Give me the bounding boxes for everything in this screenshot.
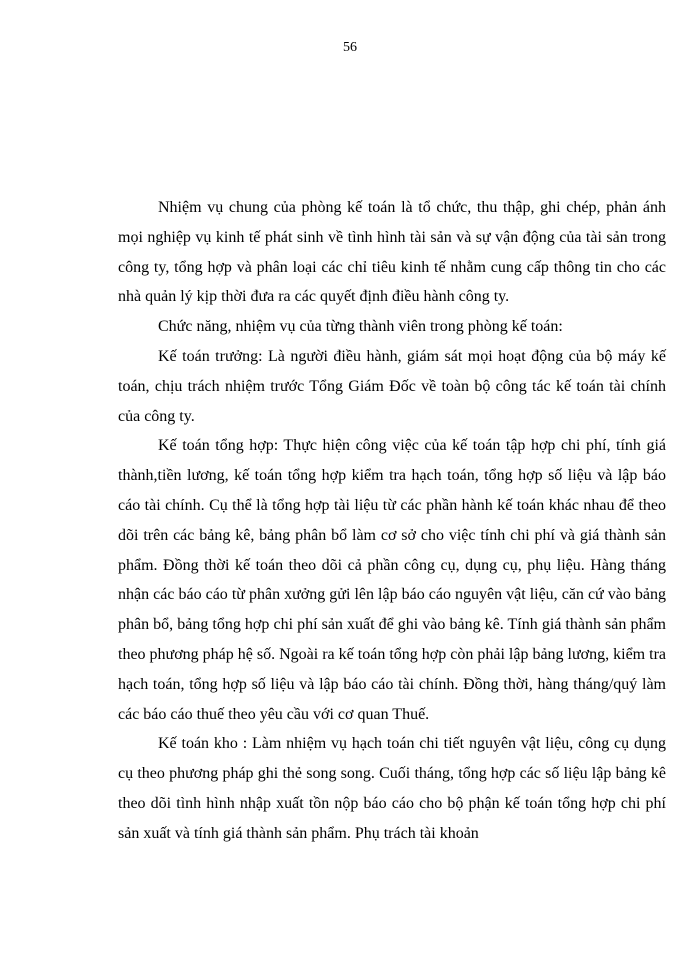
paragraph-general-accountant: Kế toán tổng hợp: Thực hiện công việc của kế toán tập hợp chi phí, tính giá thành,tiền lương, kế toán tổng hợp kiểm tra hạch toán, tổng hợp số liệu và lập báo cáo tài chính. Cụ thể là tổng hợp tài liệu từ các phần hành kế toán khác nhau để theo dõi trên các bảng kê, bảng phân bổ làm cơ sở cho việc tính chi phí và giá thành sản phẩm. Đồng thời kế toán theo dõi cả phần công cụ, dụng cụ, phụ liệu. Hàng tháng nhận các báo cáo từ phân xưởng gửi lên lập báo cáo nguyên vật liệu, căn cứ vào bảng phân bổ, bảng tổng hợp chi phí sản xuất để ghi vào bảng kê. Tính giá thành sản phẩm theo phương pháp hệ số. Ngoài ra kế toán tổng hợp còn phải lập bảng lương, kiểm tra hạch toán, tổng hợp số liệu và lập báo cáo tài chính. Đồng thời, hàng tháng/quý làm các báo cáo thuế theo yêu cầu với cơ quan Thuế.: [118, 437, 666, 723]
paragraph-roles-intro: Chức năng, nhiệm vụ của từng thành viên trong phòng kế toán:: [158, 318, 563, 336]
document-body: [118, 193, 666, 849]
paragraph-general-duties: Nhiệm vụ chung của phòng kế toán là tổ chức, thu thập, ghi chép, phản ánh mọi nghiệp vụ kinh tế phát sinh về tình hình tài sản và sự vận động của tài sản trong công ty, tổng hợp và phân loại các chỉ tiêu kinh tế nhằm cung cấp thông tin cho các nhà quản lý kịp thời đưa ra các quyết định điều hành công ty.: [118, 199, 666, 306]
page-number: 56: [343, 40, 357, 55]
paragraph-chief-accountant: Kế toán trưởng: Là người điều hành, giám sát mọi hoạt động của bộ máy kế toán, chịu trách nhiệm trước Tổng Giám Đốc về toàn bộ công tác kế toán tài chính của công ty.: [118, 347, 666, 425]
paragraph-warehouse-accountant: Kế toán kho : Làm nhiệm vụ hạch toán chi tiết nguyên vật liệu, công cụ dụng cụ theo phương pháp ghi thẻ song song. Cuối tháng, tổng hợp các số liệu lập bảng kê theo dõi tình hình nhập xuất tồn nộp báo cáo cho bộ phận kế toán tổng hợp chi phí sản xuất và tính giá thành sản phẩm. Phụ trách tài khoản: [118, 735, 666, 842]
